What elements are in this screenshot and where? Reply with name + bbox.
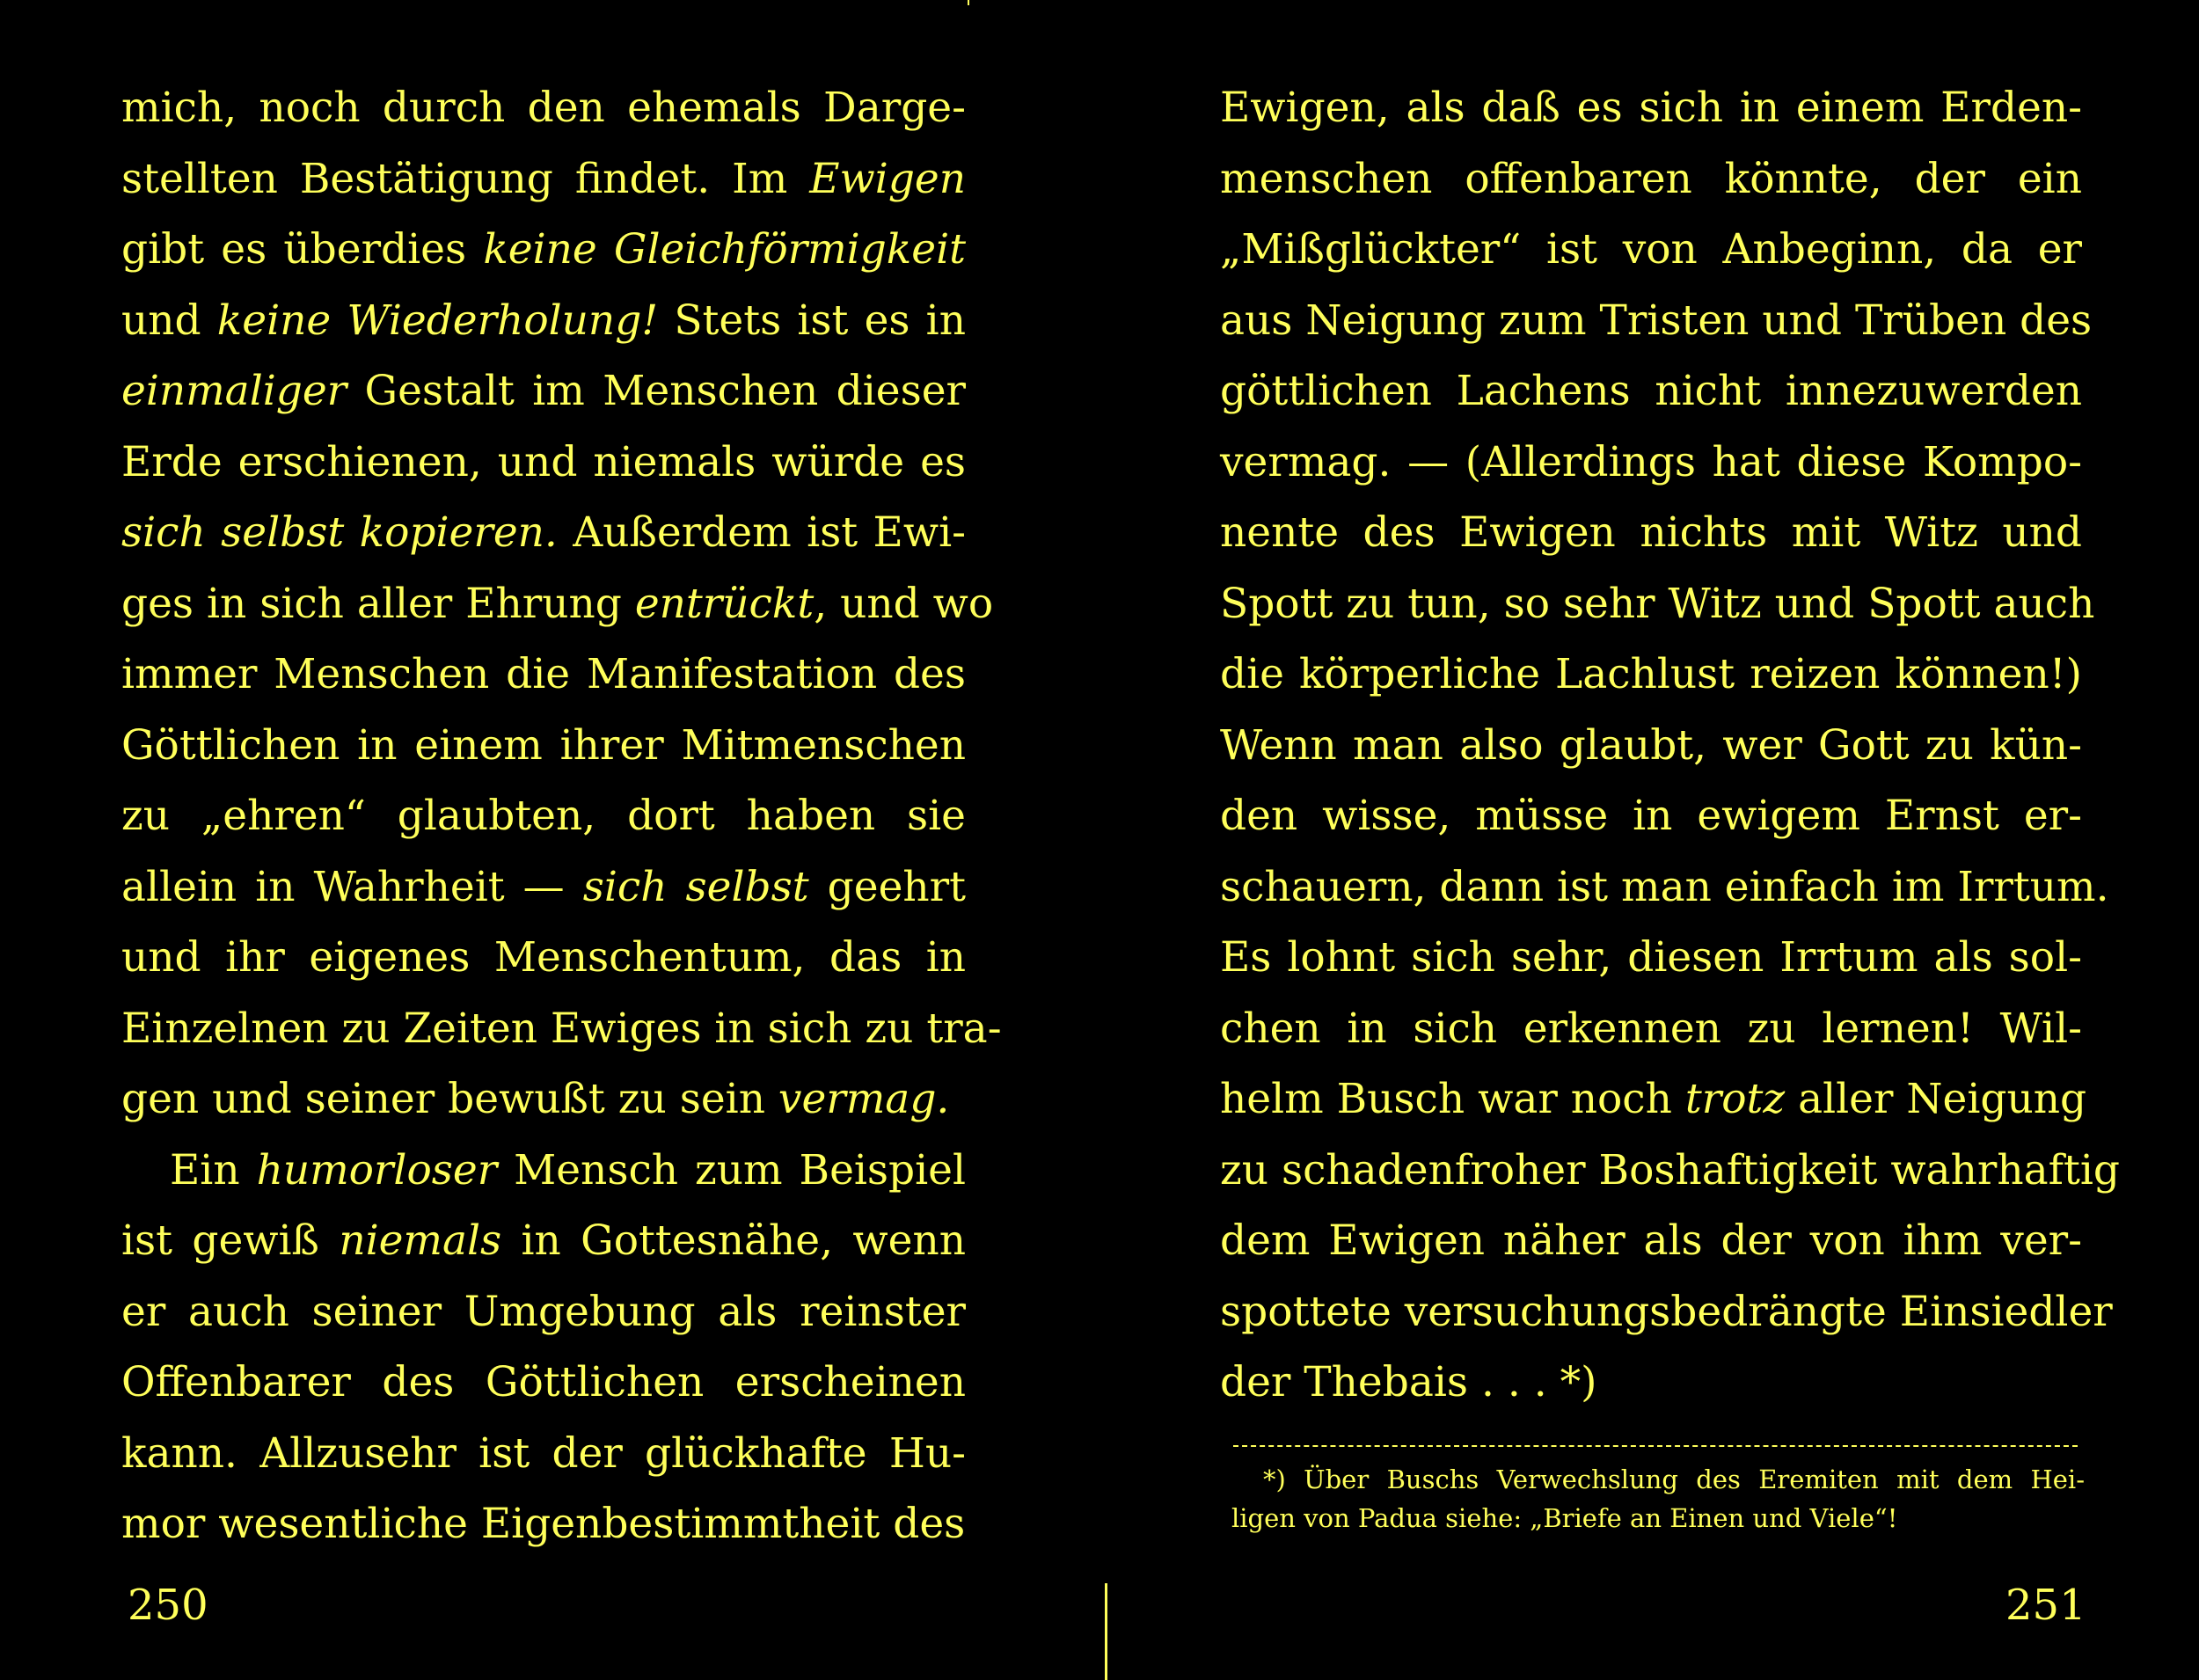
- text-line: gen und seiner bewußt zu sein vermag.: [121, 1075, 950, 1123]
- emphasis: keine Wiederholung!: [216, 296, 659, 345]
- text-line: Einzelnen zu Zeiten Ewiges in sich zu tra-: [121, 1004, 1002, 1053]
- text-line: sich selbst kopieren. Außerdem ist Ewi-: [121, 508, 966, 557]
- left-page-number: 250: [128, 1581, 208, 1630]
- text-line: Spott zu tun, so sehr Witz und Spott auch: [1220, 579, 2095, 628]
- emphasis: niemals: [339, 1216, 502, 1265]
- emphasis: Ewigen: [809, 154, 966, 203]
- footnote-line: ligen von Padua siehe: „Briefe an Einen und Viele“!: [1231, 1503, 1898, 1533]
- text-line: die körperliche Lachlust reizen können!): [1220, 650, 2082, 698]
- text-line: aus Neigung zum Tristen und Trüben des: [1220, 296, 2093, 345]
- right-page-body: [1220, 73, 2121, 1419]
- text-line: immer Menschen die Manifestation des: [121, 650, 966, 698]
- text-line: göttlichen Lachens nicht innezuwerden: [1220, 367, 2082, 415]
- text-line: mor wesentliche Eigenbestimmtheit des: [121, 1500, 966, 1548]
- text-line: Offenbarer des Göttlichen erscheinen: [121, 1358, 966, 1406]
- text-line: Göttlichen in einem ihrer Mitmenschen: [121, 720, 966, 770]
- emphasis: humorloser: [256, 1145, 498, 1194]
- right-page: [1100, 0, 2199, 1680]
- right-page-number: 251: [2005, 1581, 2086, 1630]
- footnote: [1231, 1460, 2085, 1538]
- text-line: stellten Bestätigung findet. Im Ewigen: [121, 154, 966, 203]
- footnote-divider: [1233, 1445, 2078, 1447]
- text-line: der Thebais . . . *): [1220, 1358, 1597, 1406]
- footnote-line: *) Über Buschs Verwechslung des Eremiten mit dem Hei-: [1263, 1465, 2085, 1494]
- emphasis: trotz: [1684, 1075, 1786, 1123]
- text-line: Es lohnt sich sehr, diesen Irrtum als sol-: [1220, 933, 2082, 982]
- text-line: spottete versuchungsbedrängte Einsiedler: [1220, 1287, 2113, 1336]
- text-line: Ein humorloser Mensch zum Beispiel: [170, 1145, 966, 1194]
- text-line: dem Ewigen näher als der von ihm ver-: [1220, 1216, 2082, 1265]
- text-line: ges in sich aller Ehrung entrückt, und wo: [121, 579, 994, 628]
- text-line: schauern, dann ist man einfach im Irrtum.: [1220, 862, 2109, 911]
- text-line: allein in Wahrheit — sich selbst geehrt: [121, 862, 967, 911]
- emphasis: entrückt: [634, 579, 815, 628]
- text-line: Erde erschienen, und niemals würde es: [121, 437, 966, 486]
- text-line: gibt es überdies keine Gleichförmigkeit: [121, 225, 966, 274]
- text-line: und ihr eigenes Menschentum, das in: [121, 933, 966, 982]
- text-line: zu „ehren“ glaubten, dort haben sie: [121, 792, 966, 840]
- text-line: kann. Allzusehr ist der glückhafte Hu-: [121, 1428, 966, 1478]
- text-line: „Mißglückter“ ist von Anbeginn, da er: [1220, 225, 2082, 274]
- text-line: den wisse, müsse in ewigem Ernst er-: [1220, 792, 2082, 840]
- emphasis: einmaliger: [121, 367, 347, 415]
- text-line: einmaliger Gestalt im Menschen dieser: [121, 367, 966, 415]
- emphasis: sich selbst kopieren.: [121, 508, 558, 557]
- text-line: menschen offenbaren könnte, der ein: [1220, 154, 2082, 203]
- text-line: vermag. — (Allerdings hat diese Kompo-: [1220, 437, 2082, 486]
- text-line: er auch seiner Umgebung als reinster: [121, 1287, 966, 1336]
- emphasis: sich selbst: [582, 862, 809, 911]
- text-line: und keine Wiederholung! Stets ist es in: [121, 296, 966, 345]
- text-line: zu schadenfroher Boshaftigkeit wahrhaftig: [1220, 1145, 2121, 1194]
- text-line: chen in sich erkennen zu lernen! Wil-: [1220, 1004, 2082, 1053]
- emphasis: vermag.: [778, 1075, 950, 1123]
- text-line: mich, noch durch den ehemals Darge-: [121, 84, 966, 132]
- text-line: Wenn man also glaubt, wer Gott zu kün-: [1220, 720, 2082, 770]
- left-page-body: [121, 73, 1002, 1560]
- text-line: nente des Ewigen nichts mit Witz und: [1220, 508, 2082, 557]
- text-line: helm Busch war noch trotz aller Neigung: [1220, 1075, 2087, 1123]
- text-line: ist gewiß niemals in Gottesnähe, wenn: [121, 1216, 966, 1265]
- text-line: Ewigen, als daß es sich in einem Erden-: [1220, 84, 2082, 132]
- emphasis: keine Gleichförmigkeit: [483, 225, 966, 274]
